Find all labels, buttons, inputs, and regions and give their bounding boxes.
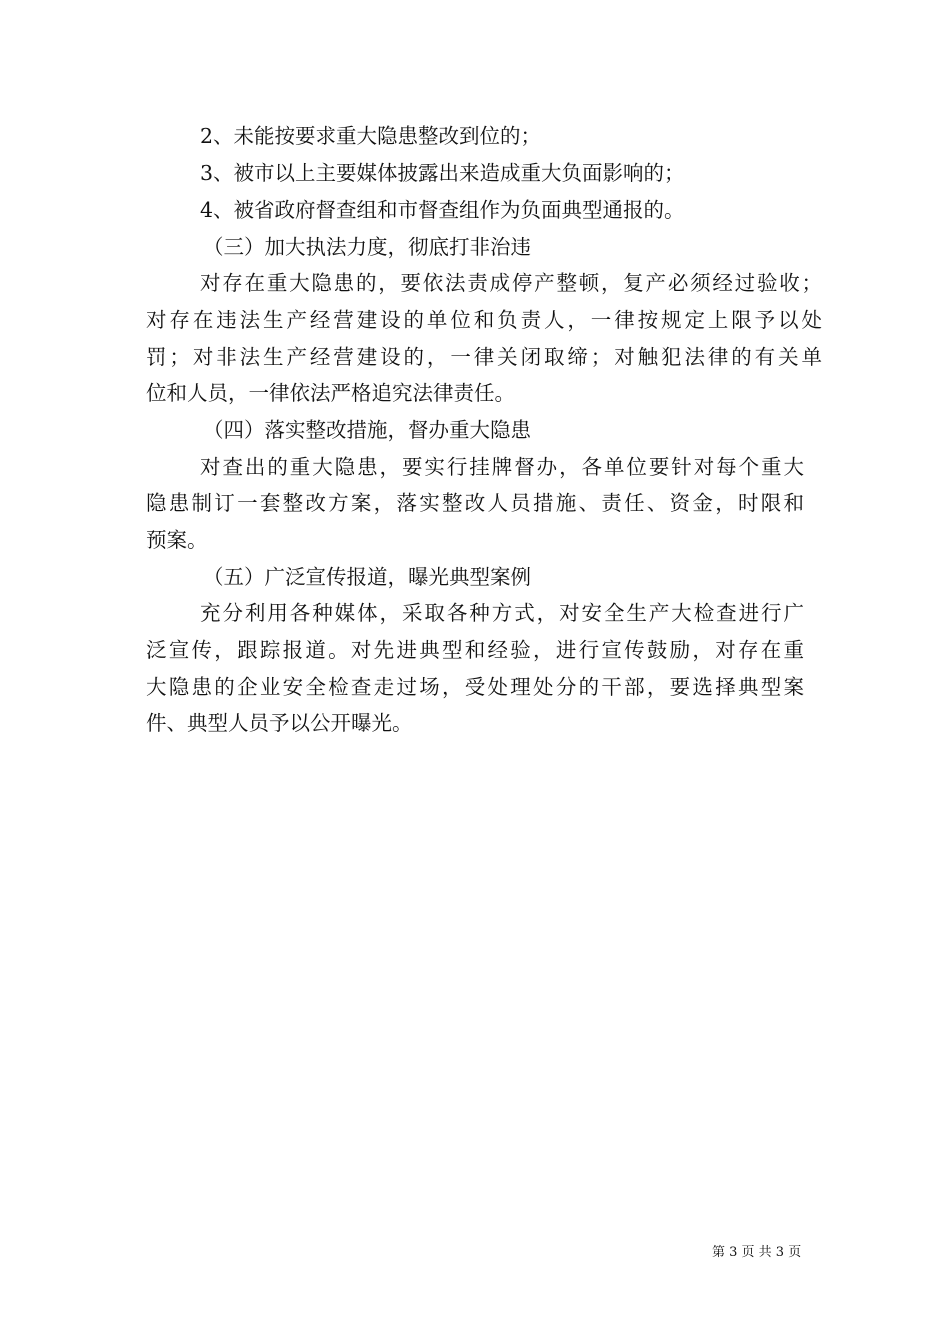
paragraph-3-line-1: 对存在重大隐患的，要依法责成停产整顿，复产必须经过验收； [200,271,822,295]
paragraph-3-line-2: 对存在违法生产经营建设的单位和负责人，一律按规定上限予以处 [146,308,822,332]
paragraph-5-line-1: 充分利用各种媒体，采取各种方式，对安全生产大检查进行广 [200,601,804,625]
paragraph-4-line-2: 隐患制订一套整改方案，落实整改人员措施、责任、资金，时限和 [146,491,804,515]
paragraph-5-line-3: 大隐患的企业安全检查走过场，受处理处分的干部，要选择典型案 [146,675,804,699]
page-number: 第 3 页 共 3 页 [712,1245,802,1260]
list-item-2: 2、未能按要求重大隐患整改到位的； [200,124,542,148]
section-heading-4: （四）落实整改措施，督办重大隐患 [203,418,531,442]
paragraph-5-line-2: 泛宣传，跟踪报道。对先进典型和经验，进行宣传鼓励，对存在重 [146,638,804,662]
list-item-4: 4、被省政府督查组和市督查组作为负面典型通报的。 [200,198,685,222]
paragraph-4-line-1: 对查出的重大隐患，要实行挂牌督办，各单位要针对每个重大 [200,455,804,479]
list-item-3: 3、被市以上主要媒体披露出来造成重大负面影响的； [200,161,685,185]
section-heading-3: （三）加大执法力度，彻底打非治违 [203,235,531,259]
paragraph-3-line-3: 罚；对非法生产经营建设的，一律关闭取缔；对触犯法律的有关单 [146,345,822,369]
paragraph-5-line-4: 件、典型人员予以公开曝光。 [146,711,413,735]
section-heading-5: （五）广泛宣传报道，曝光典型案例 [203,565,531,589]
paragraph-4-line-3: 预案。 [146,528,208,552]
paragraph-3-line-4: 位和人员，一律依法严格追究法律责任。 [146,381,515,405]
